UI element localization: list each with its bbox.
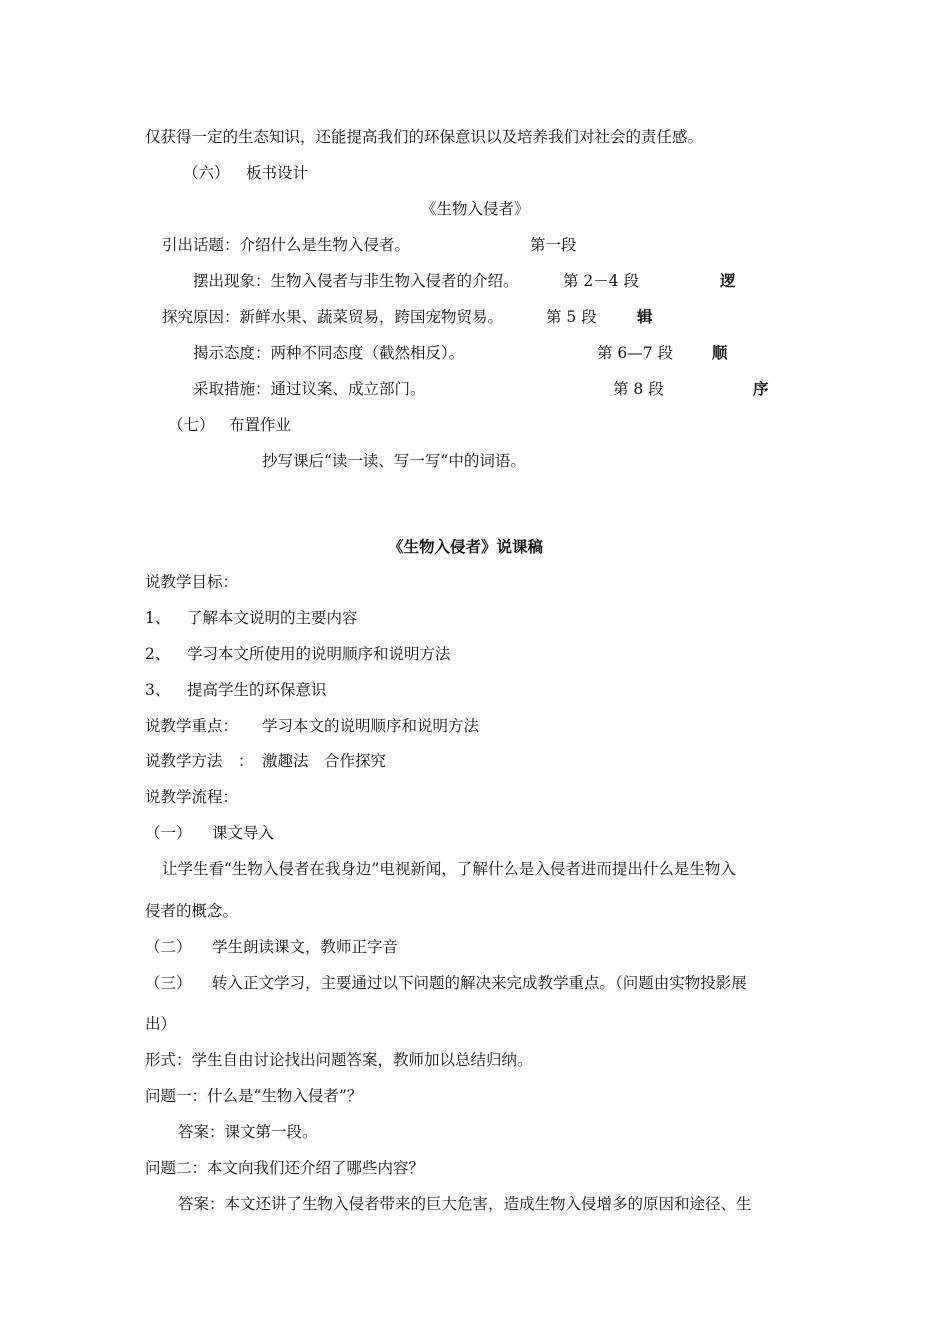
- question-2: 问题二：本文向我们还介绍了哪些内容？: [145, 1159, 425, 1177]
- method-label: 说教学方法 ：: [145, 752, 254, 770]
- step-title-continuation: 出）: [145, 1015, 177, 1033]
- goal-text: 学习本文所使用的说明顺序和说明方法: [187, 645, 451, 663]
- board-row-paragraph: 第一段: [530, 236, 577, 254]
- goal-number: 3、: [145, 681, 171, 699]
- board-row-paragraph: 第 2－4 段: [563, 272, 640, 290]
- board-row-paragraph: 第 6—7 段: [597, 344, 674, 362]
- section-title-board-design: 板书设计: [246, 164, 309, 182]
- step-title: 学生朗读课文，教师正字音: [212, 938, 399, 956]
- board-row-paragraph: 第 5 段: [546, 308, 597, 326]
- answer-2: 答案：本文还讲了生物入侵者带来的巨大危害，造成生物入侵增多的原因和途径、生: [178, 1195, 752, 1213]
- goal-text: 提高学生的环保意识: [187, 681, 327, 699]
- step-title: 转入正文学习，主要通过以下问题的解决来完成教学重点。（问题由实物投影展: [212, 974, 747, 992]
- step-title: 课文导入: [212, 824, 275, 842]
- goals-label: 说教学目标：: [145, 573, 239, 591]
- step-number: （一）: [145, 824, 192, 842]
- board-row-text: 摆出现象：生物入侵者与非生物入侵者的介绍。: [193, 272, 519, 290]
- method-text: 激趣法 合作探究: [262, 752, 387, 770]
- section-number-6: （六）: [183, 164, 230, 182]
- paragraph-continuation: 仅获得一定的生态知识，还能提高我们的环保意识以及培养我们对社会的责任感。: [145, 128, 704, 146]
- focus-label: 说教学重点：: [145, 717, 239, 735]
- board-row-text: 采取措施：通过议案、成立部门。: [193, 380, 426, 398]
- step-body: 侵者的概念。: [145, 902, 239, 920]
- homework-text: 抄写课后“读一读、写一写“中的词语。: [262, 452, 526, 470]
- lecture-title: 《生物入侵者》说课稿: [388, 538, 544, 556]
- answer-1: 答案：课文第一段。: [178, 1123, 318, 1141]
- board-row-text: 揭示态度：两种不同态度（截然相反）。: [193, 344, 465, 362]
- board-row-mark: 逻: [720, 272, 736, 290]
- board-row-mark: 序: [753, 380, 769, 398]
- focus-text: 学习本文的说明顺序和说明方法: [262, 717, 480, 735]
- goal-number: 2、: [145, 645, 171, 663]
- step-number: （二）: [145, 938, 192, 956]
- board-row-mark: 顺: [712, 344, 728, 362]
- goal-text: 了解本文说明的主要内容: [187, 609, 358, 627]
- step-number: （三）: [145, 974, 192, 992]
- question-1: 问题一：什么是“生物入侵者”？: [145, 1087, 363, 1105]
- board-row-mark: 辑: [637, 308, 653, 326]
- board-title: 《生物入侵者》: [421, 200, 530, 218]
- flow-label: 说教学流程：: [145, 788, 239, 806]
- board-row-text: 引出话题：介绍什么是生物入侵者。: [162, 236, 411, 254]
- step-body: 让学生看“生物入侵者在我身边”电视新闻，了解什么是入侵者进而提出什么是生物入: [162, 860, 736, 878]
- section-number-7: （七）: [168, 416, 215, 434]
- form-text: 形式：学生自由讨论找出问题答案，教师加以总结归纳。: [145, 1051, 533, 1069]
- board-row-paragraph: 第 8 段: [613, 380, 664, 398]
- section-title-homework: 布置作业: [229, 416, 292, 434]
- board-row-text: 探究原因：新鲜水果、蔬菜贸易，跨国宠物贸易。: [162, 308, 504, 326]
- goal-number: 1、: [145, 609, 171, 627]
